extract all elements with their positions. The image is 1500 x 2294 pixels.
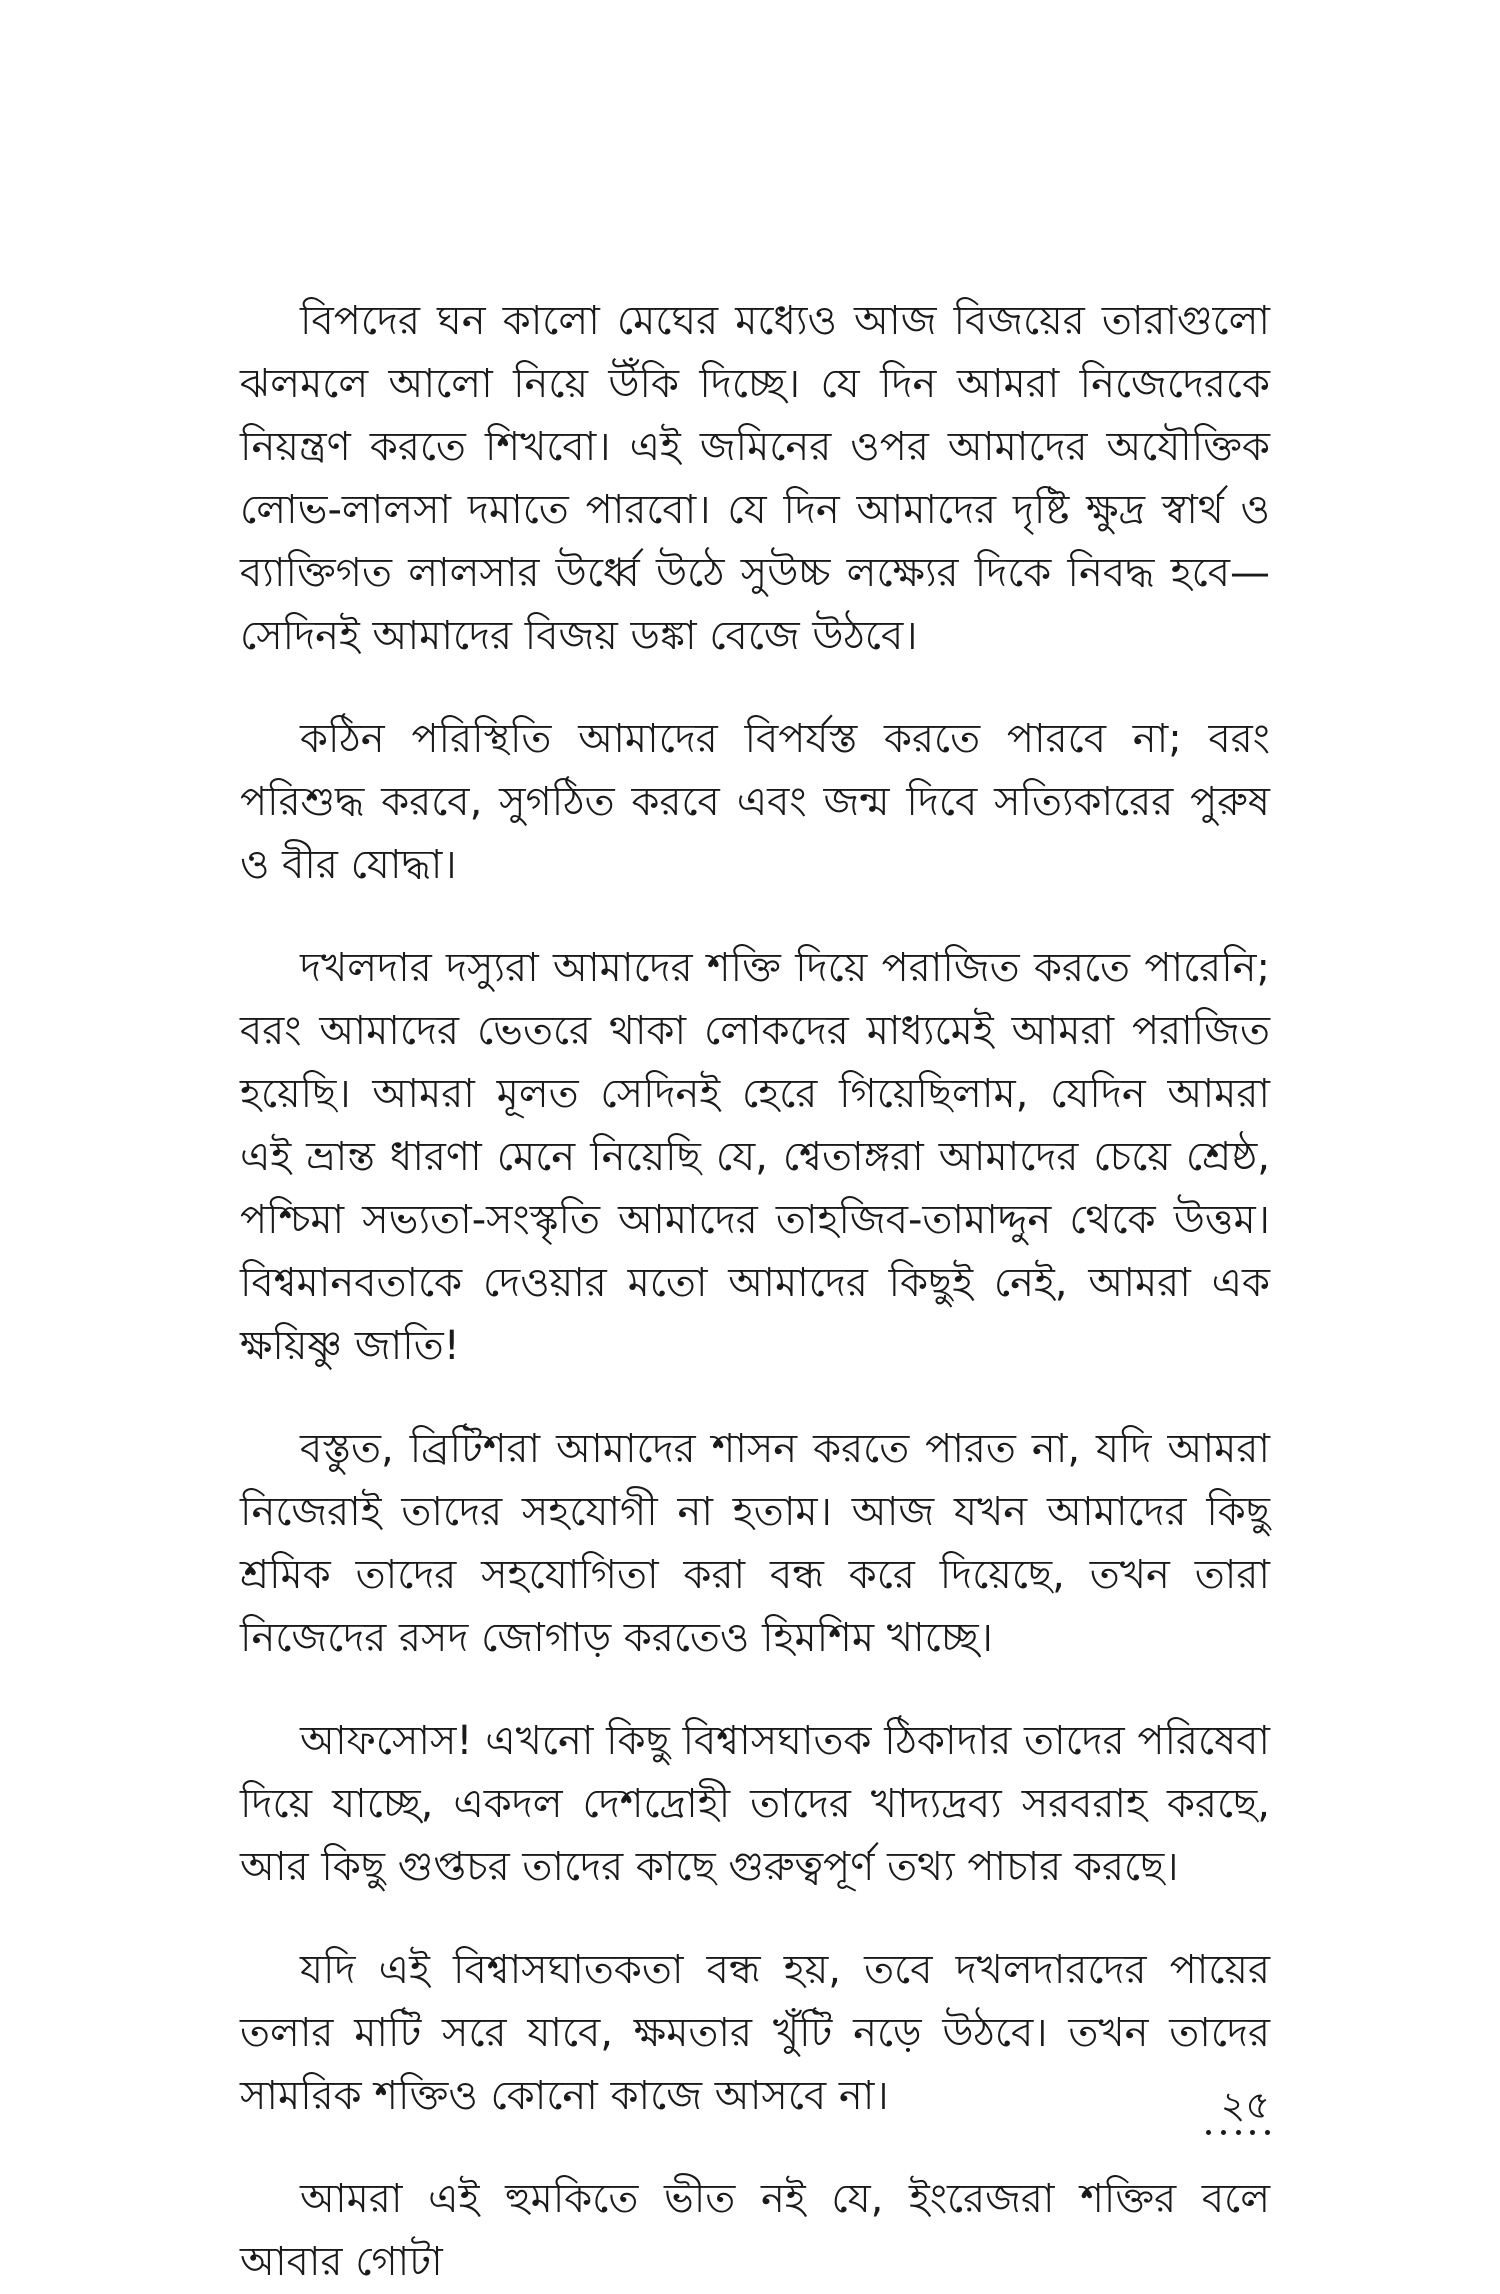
page-number: ২৫ <box>1220 2083 1270 2127</box>
ornament-dot <box>1250 2130 1255 2135</box>
paragraph-4: বস্তুত, ব্রিটিশরা আমাদের শাসন করতে পারত না, যদি আমরা নিজেরাই তাদের সহযোগী না হতাম। আজ যখন আমাদের কিছু শ্রমিক তাদের সহযোগিতা করা বন্ধ করে দিয়েছে, তখন তারা নিজেদের রসদ জোগাড় করতেও হিমশিম খাচ্ছে। <box>240 1426 1270 1661</box>
paragraph-2: কঠিন পরিস্থিতি আমাদের বিপর্যস্ত করতে পারবে না; বরং পরিশুদ্ধ করবে, সুগঠিত করবে এবং জন্ম দিবে সত্যিকারের পুরুষ ও বীর যোদ্ধা। <box>240 716 1270 888</box>
page-body <box>240 290 1270 2294</box>
ornament-dot <box>1206 2130 1211 2135</box>
paragraph-1: বিপদের ঘন কালো মেঘের মধ্যেও আজ বিজয়ের তারাগুলো ঝলমলে আলো নিয়ে উঁকি দিচ্ছে। যে দিন আমরা নিজেদেরকে নিয়ন্ত্রণ করতে শিখবো। এই জমিনের ওপর আমাদের অযৌক্তিক লোভ-লালসা দমাতে পারবো। যে দিন আমাদের দৃষ্টি ক্ষুদ্র স্বার্থ ও ব্যাক্তিগত লালসার উর্ধ্বে উঠে সুউচ্চ লক্ষ্যের দিকে নিবদ্ধ হবে— সেদিনই আমাদের বিজয় ডঙ্কা বেজে উঠবে। <box>240 298 1270 659</box>
ornament-dot <box>1236 2130 1241 2135</box>
paragraph-7: আমরা এই হুমকিতে ভীত নই যে, ইংরেজরা শক্তির বলে আবার গোটা <box>240 2176 1270 2285</box>
paragraph-5: আফসোস! এখনো কিছু বিশ্বাসঘাতক ঠিকাদার তাদের পরিষেবা দিয়ে যাচ্ছে, একদল দেশদ্রোহী তাদের খাদ্যদ্রব্য সরবরাহ করছে, আর কিছু গুপ্তচর তাদের কাছে গুরুত্বপূর্ণ তথ্য পাচার করছে। <box>240 1718 1270 1890</box>
page-number-dots-ornament <box>1206 2128 1270 2136</box>
paragraph-6: যদি এই বিশ্বাসঘাতকতা বন্ধ হয়, তবে দখলদারদের পায়ের তলার মাটি সরে যাবে, ক্ষমতার খুঁটি নড়ে উঠবে। তখন তাদের সামরিক শক্তিও কোনো কাজে আসবে না। <box>240 1947 1270 2119</box>
ornament-dot <box>1265 2130 1270 2135</box>
paragraph-3: দখলদার দস্যুরা আমাদের শক্তি দিয়ে পরাজিত করতে পারেনি; বরং আমাদের ভেতরে থাকা লোকদের মাধ্যমেই আমরা পরাজিত হয়েছি। আমরা মূলত সেদিনই হেরে গিয়েছিলাম, যেদিন আমরা এই ভ্রান্ত ধারণা মেনে নিয়েছি যে, শ্বেতাঙ্গরা আমাদের চেয়ে শ্রেষ্ঠ, পশ্চিমা সভ্যতা-সংস্কৃতি আমাদের তাহজিব-তামাদ্দুন থেকে উত্তম। বিশ্বমানবতাকে দেওয়ার মতো আমাদের কিছুই নেই, আমরা এক ক্ষয়িষ্ণু জাতি! <box>240 945 1270 1369</box>
ornament-dot <box>1221 2130 1226 2135</box>
